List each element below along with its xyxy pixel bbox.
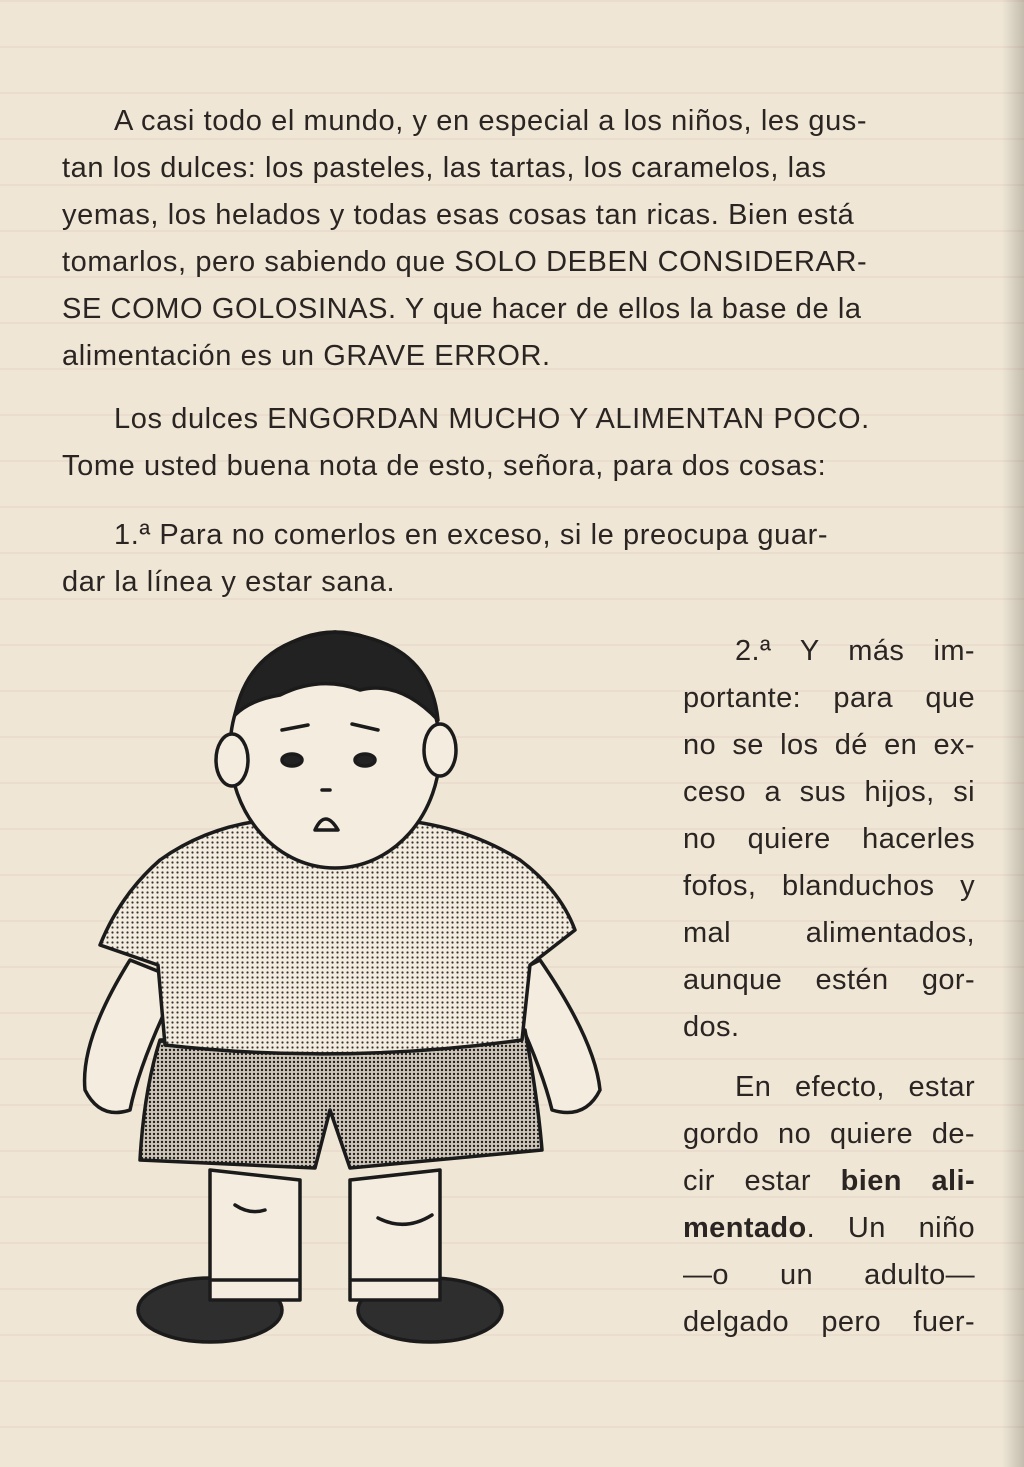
text-line: no se los dé en ex-: [683, 729, 975, 761]
text-line: SE COMO GOLOSINAS. Y que hacer de ellos la base de la: [62, 293, 862, 325]
paragraph-warning: [62, 396, 974, 490]
column-in-effect: [683, 1064, 975, 1346]
text-line: fofos, blanduchos y: [683, 870, 975, 902]
text-line: dos.: [683, 1011, 740, 1043]
column-point-two: [683, 628, 975, 1051]
text-line: [683, 1205, 975, 1252]
text-fragment: cir estar: [683, 1165, 841, 1197]
text-line: alimentación es un GRAVE ERROR.: [62, 340, 551, 372]
page-edge-shadow: [1002, 0, 1024, 1467]
bold-text: mentado: [683, 1212, 807, 1244]
text-line: tomarlos, pero sabiendo que SOLO DEBEN CONSIDERAR-: [62, 246, 868, 278]
text-line: —o un adulto—: [683, 1259, 975, 1291]
text-line: En efecto, estar: [735, 1071, 975, 1103]
text-line: ceso a sus hijos, si: [683, 776, 975, 808]
text-line: yemas, los helados y todas esas cosas tan ricas. Bien está: [62, 199, 855, 231]
text-line: Los dulces ENGORDAN MUCHO Y ALIMENTAN POCO.: [114, 403, 870, 435]
text-line: Tome usted buena nota de esto, señora, para dos cosas:: [62, 450, 827, 482]
text-line: gordo no quiere de-: [683, 1118, 975, 1150]
text-line: portante: para que: [683, 682, 975, 714]
text-line: mal alimentados,: [683, 917, 975, 949]
text-line: aunque estén gor-: [683, 964, 975, 996]
paragraph-point-one: [62, 512, 974, 606]
text-line: A casi todo el mundo, y en especial a los niños, les gus-: [114, 105, 868, 137]
chubby-boy-illustration: [60, 620, 620, 1380]
text-line: tan los dulces: los pasteles, las tartas, los caramelos, las: [62, 152, 827, 184]
bold-text: bien ali-: [840, 1165, 976, 1197]
text-line: [683, 1158, 975, 1205]
text-fragment: . Un niño: [806, 1212, 975, 1244]
text-line: delgado pero fuer-: [683, 1306, 975, 1338]
text-line: 2.ª Y más im-: [735, 635, 975, 667]
text-line: no quiere hacerles: [683, 823, 975, 855]
text-line: 1.ª Para no comerlos en exceso, si le preocupa guar-: [114, 519, 829, 551]
text-line: dar la línea y estar sana.: [62, 566, 396, 598]
paragraph-intro: [62, 98, 974, 380]
